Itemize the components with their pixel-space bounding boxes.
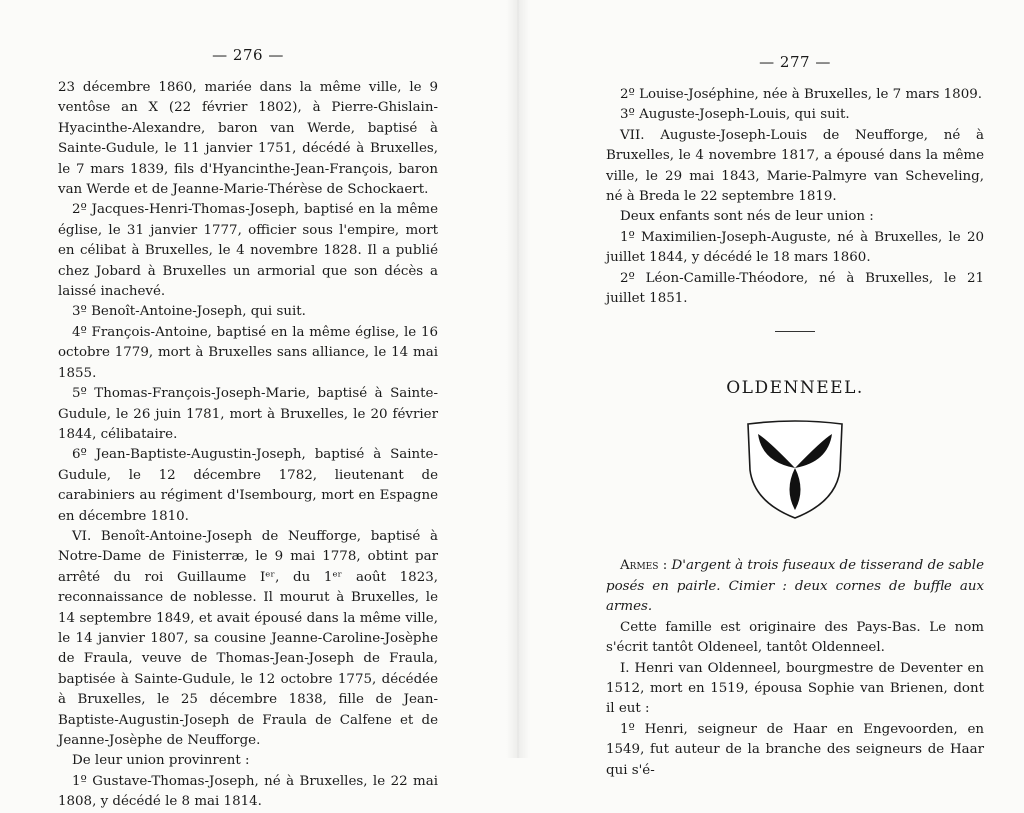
shield-three-spindles-icon bbox=[740, 418, 850, 522]
right-page bbox=[606, 0, 984, 781]
right-paragraph-3: VII. Auguste-Joseph-Louis de Neufforge, né à Bruxelles, le 4 novembre 1817, a épousé dans la même ville, le 29 mai 1843, Marie-Palmyre van Scheveling, né à Breda le 22 septembre 1819. bbox=[606, 127, 984, 205]
left-page-number: — 276 — bbox=[212, 46, 284, 64]
left-paragraph-6: 6º Jean-Baptiste-Augustin-Joseph, baptisé à Sainte-Gudule, le 12 décembre 1782, lieutenant de carabiniers au régiment d'Isembourg, mort en Espagne en décembre 1810. bbox=[58, 447, 438, 524]
right-paragraph-1: 2º Louise-Joséphine, née à Bruxelles, le 7 mars 1809. bbox=[620, 87, 982, 102]
armes-paragraph bbox=[606, 556, 984, 617]
coat-of-arms bbox=[606, 418, 984, 526]
right-paragraph-5: 1º Maximilien-Joseph-Auguste, né à Bruxelles, le 20 juillet 1844, y décédé le 18 mars 1860. bbox=[606, 229, 984, 266]
left-page bbox=[58, 0, 438, 813]
section-divider bbox=[775, 331, 815, 332]
left-paragraph-4: 4º François-Antoine, baptisé en la même église, le 16 octobre 1779, mort à Bruxelles sans alliance, le 14 mai 1855. bbox=[58, 324, 438, 381]
left-paragraph-8: De leur union provinrent : bbox=[72, 753, 250, 769]
right-page-number: — 277 — bbox=[759, 53, 831, 71]
right-paragraph-7: Cette famille est originaire des Pays-Bas. Le nom s'écrit tantôt Oldeneel, tantôt Oldenneel. bbox=[606, 619, 984, 656]
armes-text: D'argent à trois fuseaux de tisserand de sable posés en pairle. Cimier : deux cornes de buffle aux armes. bbox=[606, 558, 985, 615]
right-paragraph-2: 3º Auguste-Joseph-Louis, qui suit. bbox=[620, 107, 850, 123]
book-gutter bbox=[506, 0, 530, 758]
left-paragraph-7: VI. Benoît-Antoine-Joseph de Neufforge, baptisé à Notre-Dame de Finisterræ, le 9 mai 1778, obtint par arrêté du roi Guillaume Iᵉʳ, du 1ᵉʳ août 1823, reconnaissance de noblesse. Il mourut à Bruxelles, le 14 septembre 1849, et avait épousé dans la même ville, le 14 janvier 1807, sa cousine Jeanne-Caroline-Josèphe de Fraula, veuve de Thomas-Jean-Joseph de Fraula, baptisée à Sainte-Gudule, le 12 octobre 1775, décédée à Bruxelles, le 25 décembre 1838, fille de Jean-Baptiste-Augustin-Joseph de Fraula de Calfene et de Jeanne-Josèphe de Neufforge. bbox=[58, 528, 438, 748]
right-paragraph-8: I. Henri van Oldenneel, bourgmestre de Deventer en 1512, mort en 1519, épousa Sophie van Brienen, dont il eut : bbox=[606, 660, 984, 717]
right-paragraph-9: 1º Henri, seigneur de Haar en Engevoorden, en 1549, fut auteur de la branche des seigneurs de Haar qui s'é- bbox=[606, 721, 984, 778]
left-paragraph-5: 5º Thomas-François-Joseph-Marie, baptisé à Sainte-Gudule, le 26 juin 1781, mort à Bruxelles, le 20 février 1844, célibataire. bbox=[58, 386, 438, 442]
right-paragraph-6: 2º Léon-Camille-Théodore, né à Bruxelles, le 21 juillet 1851. bbox=[606, 270, 984, 307]
armes-label: Armes : bbox=[620, 558, 668, 574]
left-paragraph-1: 23 décembre 1860, mariée dans la même ville, le 9 ventôse an X (22 février 1802), à Pierre-Ghislain-Hyacinthe-Alexandre, baron van Werde, baptisé à Sainte-Gudule, le 11 janvier 1751, décédé à Bruxelles, le 7 mars 1839, fils d'Hyancinthe-Jean-François, baron van Werde et de Jeanne-Marie-Thérèse de Schockaert. bbox=[58, 80, 438, 198]
left-paragraph-2: 2º Jacques-Henri-Thomas-Joseph, baptisé en la même église, le 31 janvier 1777, officier sous l'empire, mort en célibat à Bruxelles, le 4 novembre 1828. Il a publié chez Jobard à Bruxelles un armorial que son décès a laissé inachevé. bbox=[58, 202, 438, 300]
left-paragraph-3: 3º Benoît-Antoine-Joseph, qui suit. bbox=[72, 304, 306, 320]
section-title: OLDENNEEL. bbox=[726, 378, 864, 399]
right-paragraph-4: Deux enfants sont nés de leur union : bbox=[620, 209, 874, 225]
left-paragraph-9: 1º Gustave-Thomas-Joseph, né à Bruxelles, le 22 mai 1808, y décédé le 8 mai 1814. bbox=[58, 773, 438, 810]
